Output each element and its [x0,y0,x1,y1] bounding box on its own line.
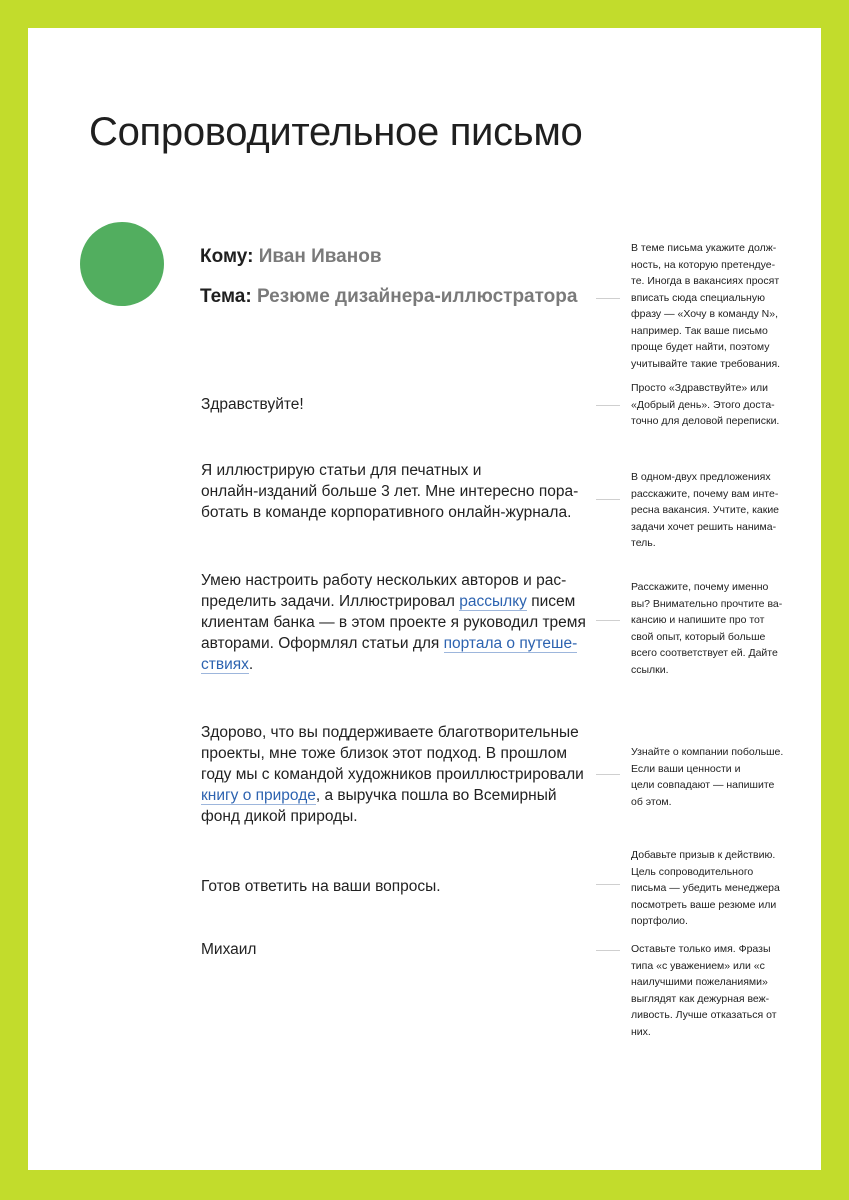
experience-line: авторами. Оформлял статьи для [201,635,444,652]
experience-paragraph [201,570,586,675]
values-line: , а выручка пошла во Всемирный [315,787,557,804]
annotation-connector [596,298,620,299]
letter-page [28,28,821,1170]
travel-portal-link-continued[interactable]: ствиях [201,656,249,673]
experience-line: писем [526,593,576,610]
values-paragraph [201,722,584,827]
annotation-connector [596,620,620,621]
values-line: проекты, мне тоже близок этот подход. В прошлом [201,745,568,762]
avatar [80,222,164,306]
recipient-label: Кому: [200,246,254,267]
annotation-connector [596,499,620,500]
experience-line: клиентам банка — в этом проекте я руководил тремя [201,614,586,631]
nature-book-link[interactable]: книгу о природе [201,787,316,804]
intro-line: ботать в команде корпоративного онлайн-журнала. [201,504,572,521]
greeting: Здравствуйте! [201,396,304,413]
note-experience: Расскажите, почему именно вы? Внимательно прочтите ва- кансию и напишите про тот свой опыт, который больше всего соответствует ей. Дайте ссылки. [631,581,783,676]
note-intro: В одном-двух предложениях расскажите, почему вам инте- ресна вакансия. Учтите, какие задачи хочет решить нанима- тель. [631,471,780,549]
travel-portal-link[interactable]: портала о путеше- [443,635,578,652]
note-values: Узнайте о компании побольше. Если ваши ценности и цели совпадают — напишите об этом. [631,746,784,808]
intro-line: онлайн-изданий больше 3 лет. Мне интересно пора- [201,483,579,500]
values-line: Здорово, что вы поддерживаете благотворительные [201,724,579,741]
recipient-value: Иван Иванов [258,246,382,267]
experience-line: Умею настроить работу нескольких авторов и рас- [201,572,567,589]
closing-line: Готов ответить на ваши вопросы. [201,878,441,895]
annotation-connector [596,884,620,885]
experience-line: пределить задачи. Иллюстрировал [201,593,460,610]
annotation-connector [596,774,620,775]
annotation-connector [596,405,620,406]
annotation-connector [596,950,620,951]
page-title: Сопроводительное письмо [89,110,583,154]
subject-line [200,286,577,308]
experience-line: . [248,656,254,673]
note-signature: Оставьте только имя. Фразы типа «с уважением» или «с наилучшими пожеланиями» выглядят как дежурная веж- ливость. Лучше отказаться от них. [631,943,777,1038]
note-cta: Добавьте призыв к действию. Цель сопроводительного письма — убедить менеджера посмотреть ваше резюме или портфолио. [631,849,780,927]
subject-label: Тема: [200,286,252,307]
note-subject: В теме письма укажите долж- ность, на которую претендуе- те. Иногда в вакансиях просят вписать сюда специальную фразу — «Хочу в команду N», например. Так ваше письмо проще будет найти, поэтому учитывайте такие требования. [631,242,781,370]
signature: Михаил [201,941,257,958]
values-line: году мы с командой художников проиллюстрировали [201,766,584,783]
mailing-link[interactable]: рассылку [459,593,527,610]
intro-line: Я иллюстрирую статьи для печатных и [201,462,482,479]
intro-paragraph [201,460,578,523]
note-greeting: Просто «Здравствуйте» или «Добрый день». Этого доста- точно для деловой переписки. [631,382,780,427]
values-line: фонд дикой природы. [201,808,358,825]
recipient-line [200,246,382,268]
subject-value: Резюме дизайнера-иллюстратора [256,286,578,307]
